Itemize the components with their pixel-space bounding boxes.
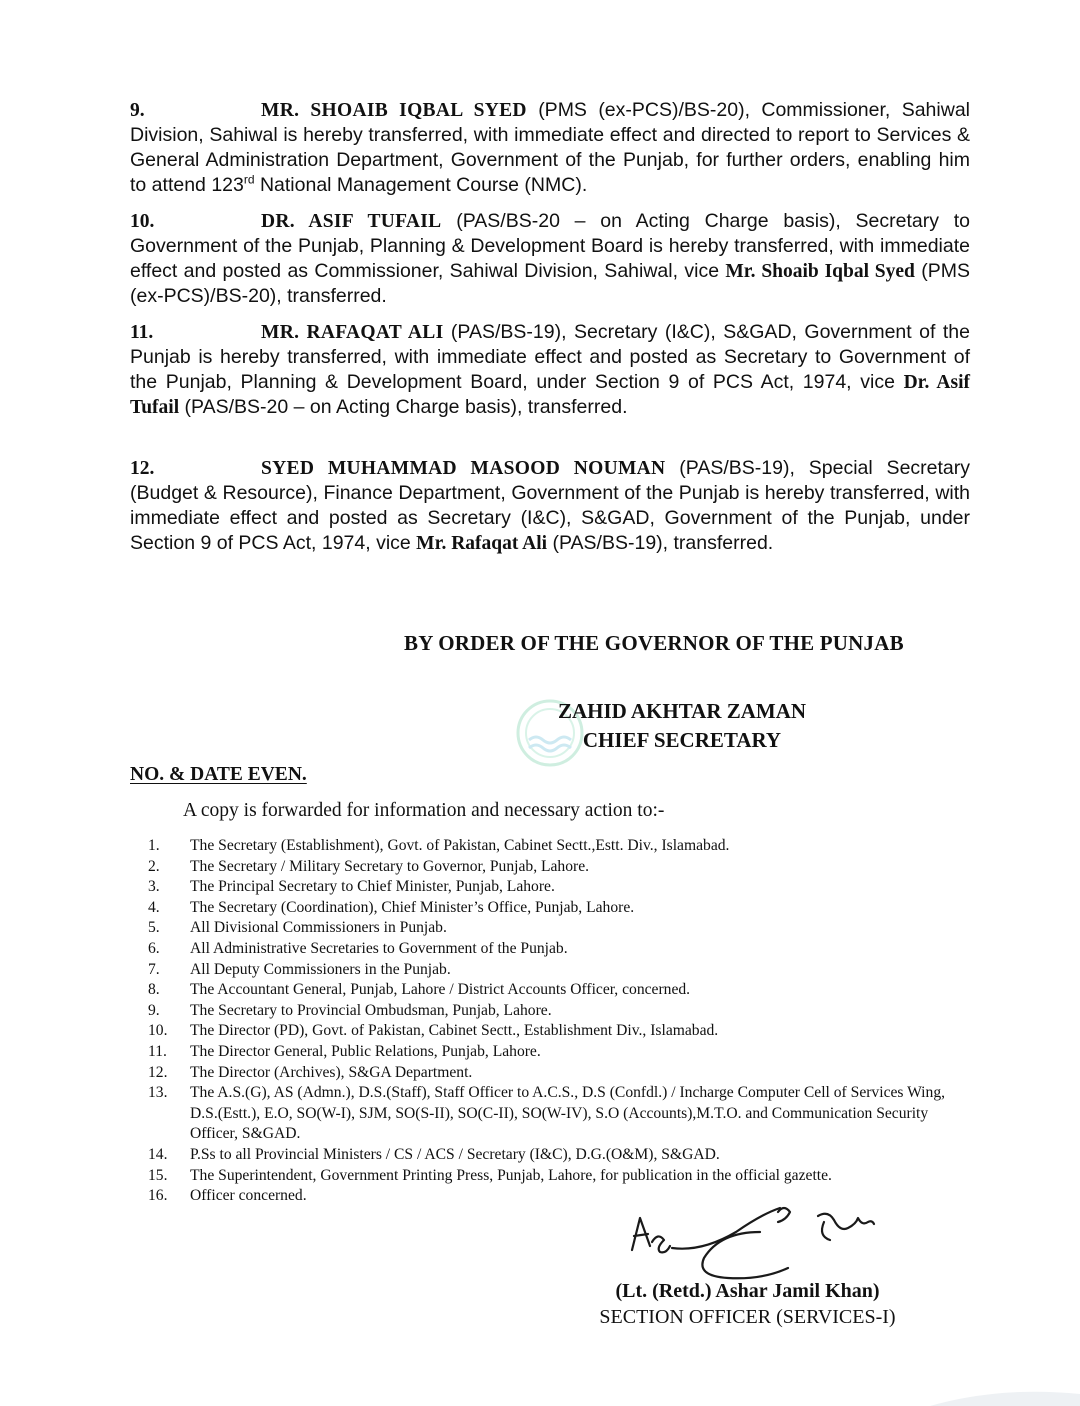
distribution-item [130,939,975,960]
distribution-text: The Secretary to Provincial Ombudsman, Punjab, Lahore. [190,1001,552,1019]
distribution-number: 13. [148,1084,168,1102]
chief-secretary-designation: CHIEF SECRETARY [582,728,782,752]
distribution-number: 8. [148,981,160,999]
distribution-text: The Principal Secretary to Chief Minister, Punjab, Lahore. [190,878,555,896]
distribution-text: The Director (Archives), S&GA Department. [190,1063,473,1081]
distribution-text: The Superintendent, Government Printing Press, Punjab, Lahore, for publication in the official gazette. [190,1166,832,1184]
distribution-item [130,1021,975,1042]
paragraph-number: 10. [130,211,155,232]
paragraph-number: 12. [130,458,155,479]
by-order-line: BY ORDER OF THE GOVERNOR OF THE PUNJAB [404,631,904,655]
handwritten-signature [610,1198,900,1288]
vice-reference: Mr. Rafaqat Ali [416,533,548,554]
officer-name: DR. ASIF TUFAIL [261,211,442,232]
distribution-item [130,1145,975,1166]
paragraph-text: (PAS/BS-19), Secretary (I&C), S&GAD, Government of the Punjab is hereby transferred, with immediate effect and posted as Secretary to Government of the Punjab, Planning & Development Board, under Section 9 of PCS Act, 1974, vice [130,321,970,393]
distribution-list [130,836,975,1207]
distribution-text: All Deputy Commissioners in the Punjab. [190,960,451,978]
distribution-number: 15. [148,1166,168,1184]
distribution-number: 7. [148,960,160,978]
distribution-number: 11. [148,1042,167,1060]
no-date-even: NO. & DATE EVEN. [130,764,307,785]
distribution-text: The Director General, Public Relations, Punjab, Lahore. [190,1042,541,1060]
vice-reference: Mr. Shoaib Iqbal Syed [725,261,915,282]
distribution-text: The Secretary (Establishment), Govt. of Pakistan, Cabinet Sectt.,Estt. Div., Islamabad. [190,837,730,854]
paragraph-text: (PAS/BS-19), Special Secretary (Budget & Resource), Finance Department, Government of the Punjab is hereby transferred, with immediate effect and posted as Secretary (I&C), S&GAD, Government of the Punjab, under Section 9 of PCS Act, 1974, vice [130,457,971,554]
distribution-text: The A.S.(G), AS (Admn.), D.S.(Staff), Staff Officer to A.C.S., D.S (Confdl.) / Incharge Computer Cell of Services Wing, D.S.(Estt.), E.O, SO(W-I), SJM, SO(S-II), SO(C-II), SO(W-IV), S.O (Accounts),M.T.O. and Communication Security Officer, S&GAD. [190,1084,946,1143]
section-officer-block [585,1278,910,1330]
paragraph-10 [130,209,970,309]
distribution-number: 10. [148,1022,168,1040]
paragraph-12 [130,456,970,556]
chief-secretary-block [520,697,844,755]
distribution-item [130,1042,975,1063]
copy-forwarded-intro: A copy is forwarded for information and necessary action to:- [183,800,665,821]
distribution-number: 5. [148,919,160,937]
section-officer-name: (Lt. (Retd.) Ashar Jamil Khan) [615,1280,880,1302]
distribution-item [130,898,975,919]
distribution-item [130,980,975,1001]
distribution-text: The Director (PD), Govt. of Pakistan, Cabinet Sectt., Establishment Div., Islamabad. [190,1022,719,1040]
paragraph-text: (PAS/BS-20 – on Acting Charge basis), Secretary to Government of the Punjab, Planning & Development Board is hereby transferred, with immediate effect and posted as Commissioner, Sahiwal Division, Sahiwal, vice [130,210,970,282]
distribution-number: 6. [148,939,160,957]
chief-secretary-name: ZAHID AKHTAR ZAMAN [557,699,807,723]
vice-reference: Dr. Asif Tufail [130,372,970,418]
paragraph-text: (PAS/BS-20 – on Acting Charge basis), transferred. [179,396,628,418]
distribution-text: The Secretary (Coordination), Chief Minister’s Office, Punjab, Lahore. [190,898,635,916]
distribution-number: 1. [148,837,160,854]
distribution-item [130,836,975,857]
distribution-item [130,1166,975,1187]
ordinal-suffix: rd [243,172,255,187]
distribution-text: All Divisional Commissioners in Punjab. [190,919,447,937]
paragraph-text: National Management Course (NMC). [254,174,588,196]
distribution-text: The Accountant General, Punjab, Lahore / District Accounts Officer, concerned. [190,981,691,999]
distribution-number: 2. [148,857,160,875]
distribution-item [130,857,975,878]
distribution-item [130,918,975,939]
distribution-number: 14. [148,1145,168,1163]
distribution-item [130,877,975,898]
paragraph-11 [130,320,970,420]
paragraph-text: (PMS (ex-PCS)/BS-20), transferred. [130,260,970,307]
distribution-item [130,1001,975,1022]
distribution-number: 9. [148,1001,160,1019]
distribution-text: All Administrative Secretaries to Government of the Punjab. [190,939,568,957]
officer-name: MR. RAFAQAT ALI [261,322,444,343]
paragraph-text: (PMS (ex-PCS)/BS-20), Commissioner, Sahiwal Division, Sahiwal is hereby transferred, with immediate effect and directed to report to Services & General Administration Department, Government of the Punjab, for further orders, enabling him to attend 123 [130,99,970,196]
officer-name: MR. SHOAIB IQBAL SYED [261,100,527,121]
distribution-item [130,1083,975,1145]
distribution-number: 12. [148,1063,168,1081]
paragraph-text: (PAS/BS-19), transferred. [547,532,774,554]
paragraph-number: 9. [130,100,145,121]
officer-name: SYED MUHAMMAD MASOOD NOUMAN [261,458,666,479]
distribution-text: The Secretary / Military Secretary to Governor, Punjab, Lahore. [190,857,590,875]
distribution-number: 3. [148,878,160,896]
paragraph-9 [130,98,970,198]
distribution-number: 16. [148,1187,168,1205]
paragraph-number: 11. [130,322,154,343]
page-corner-shadow [930,1376,1080,1406]
distribution-text: Officer concerned. [190,1187,307,1205]
distribution-number: 4. [148,898,160,916]
section-officer-designation: SECTION OFFICER (SERVICES-I) [599,1306,896,1328]
distribution-item [130,1063,975,1084]
distribution-item [130,960,975,981]
distribution-text: P.Ss to all Provincial Ministers / CS / ACS / Secretary (I&C), D.G.(O&M), S&GAD. [190,1145,720,1163]
